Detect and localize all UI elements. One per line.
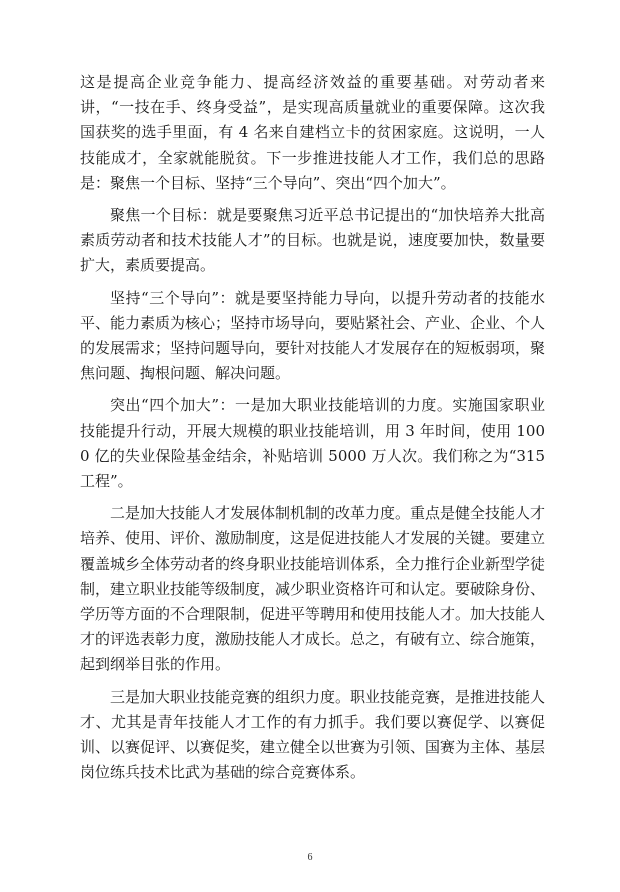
paragraph-four-increases: 突出“四个加大”：一是加大职业技能培训的力度。实施国家职业技能提升行动，开展大规模的职业技能培训，用 3 年时间，使用 1000 亿的失业保险基金结余，补贴培训 5000 万人次。我们称之为“315 工程”。: [80, 396, 545, 491]
paragraph-gap: [80, 196, 545, 203]
paragraph-reform: 二是加大技能人才发展体制机制的改革力度。重点是健全技能人才培养、使用、评价、激励制度，这是促进技能人才发展的关键。要建立覆盖城乡全体劳动者的终身职业技能培训体系，全力推行企业新型学徒制，建立职业技能等级制度，减少职业资格许可和认定。要破除身份、学历等方面的不合理限制，促进平等聘用和使用技能人才。加大技能人才的评选表彰力度，激励技能人才成长。总之，有破有立、综合施策，起到纲举目张的作用。: [80, 504, 546, 674]
paragraph-three-orientations: 坚持“三个导向”：就是要坚持能力导向，以提升劳动者的技能水平、能力素质为核心；坚持市场导向，要贴紧社会、产业、企业、个人的发展需求；坚持问题导向，要针对技能人才发展存在的短板弱项，聚焦问题、掏根问题、解决问题。: [80, 288, 546, 383]
paragraph-goal: 聚焦一个目标：就是要聚焦习近平总书记提出的“加快培养大批高素质劳动者和技术技能人才”的目标。也就是说，速度要加快，数量要扩大，素质要提高。: [80, 206, 545, 275]
paragraph-gap: [80, 279, 545, 286]
page-number: 6: [307, 852, 313, 863]
paragraph-competition: 三是加大职业技能竞赛的组织力度。职业技能竞赛，是推进技能人才、尤其是青年技能人才工作的有力抓手。我们要以赛促学、以赛促训、以赛促评、以赛促奖，建立健全以世赛为引领、国赛为主体、基层岗位练兵技术比武为基础的综合竞赛体系。: [80, 687, 546, 782]
paragraph-gap: [80, 678, 545, 685]
paragraph-gap: [80, 494, 545, 501]
paragraph-continuation: 这是提高企业竞争能力、提高经济效益的重要基础。对劳动者来讲，“一技在手、终身受益”，是实现高质量就业的重要保障。这次我国获奖的选手里面，有 4 名来自建档立卡的贫困家庭。这说明，一人技能成才，全家就能脱贫。下一步推进技能人才工作，我们总的思路是：聚焦一个目标、坚持“三个导向”、突出“四个加大”。: [80, 73, 545, 192]
document-body: [80, 70, 545, 785]
paragraph-gap: [80, 386, 545, 393]
